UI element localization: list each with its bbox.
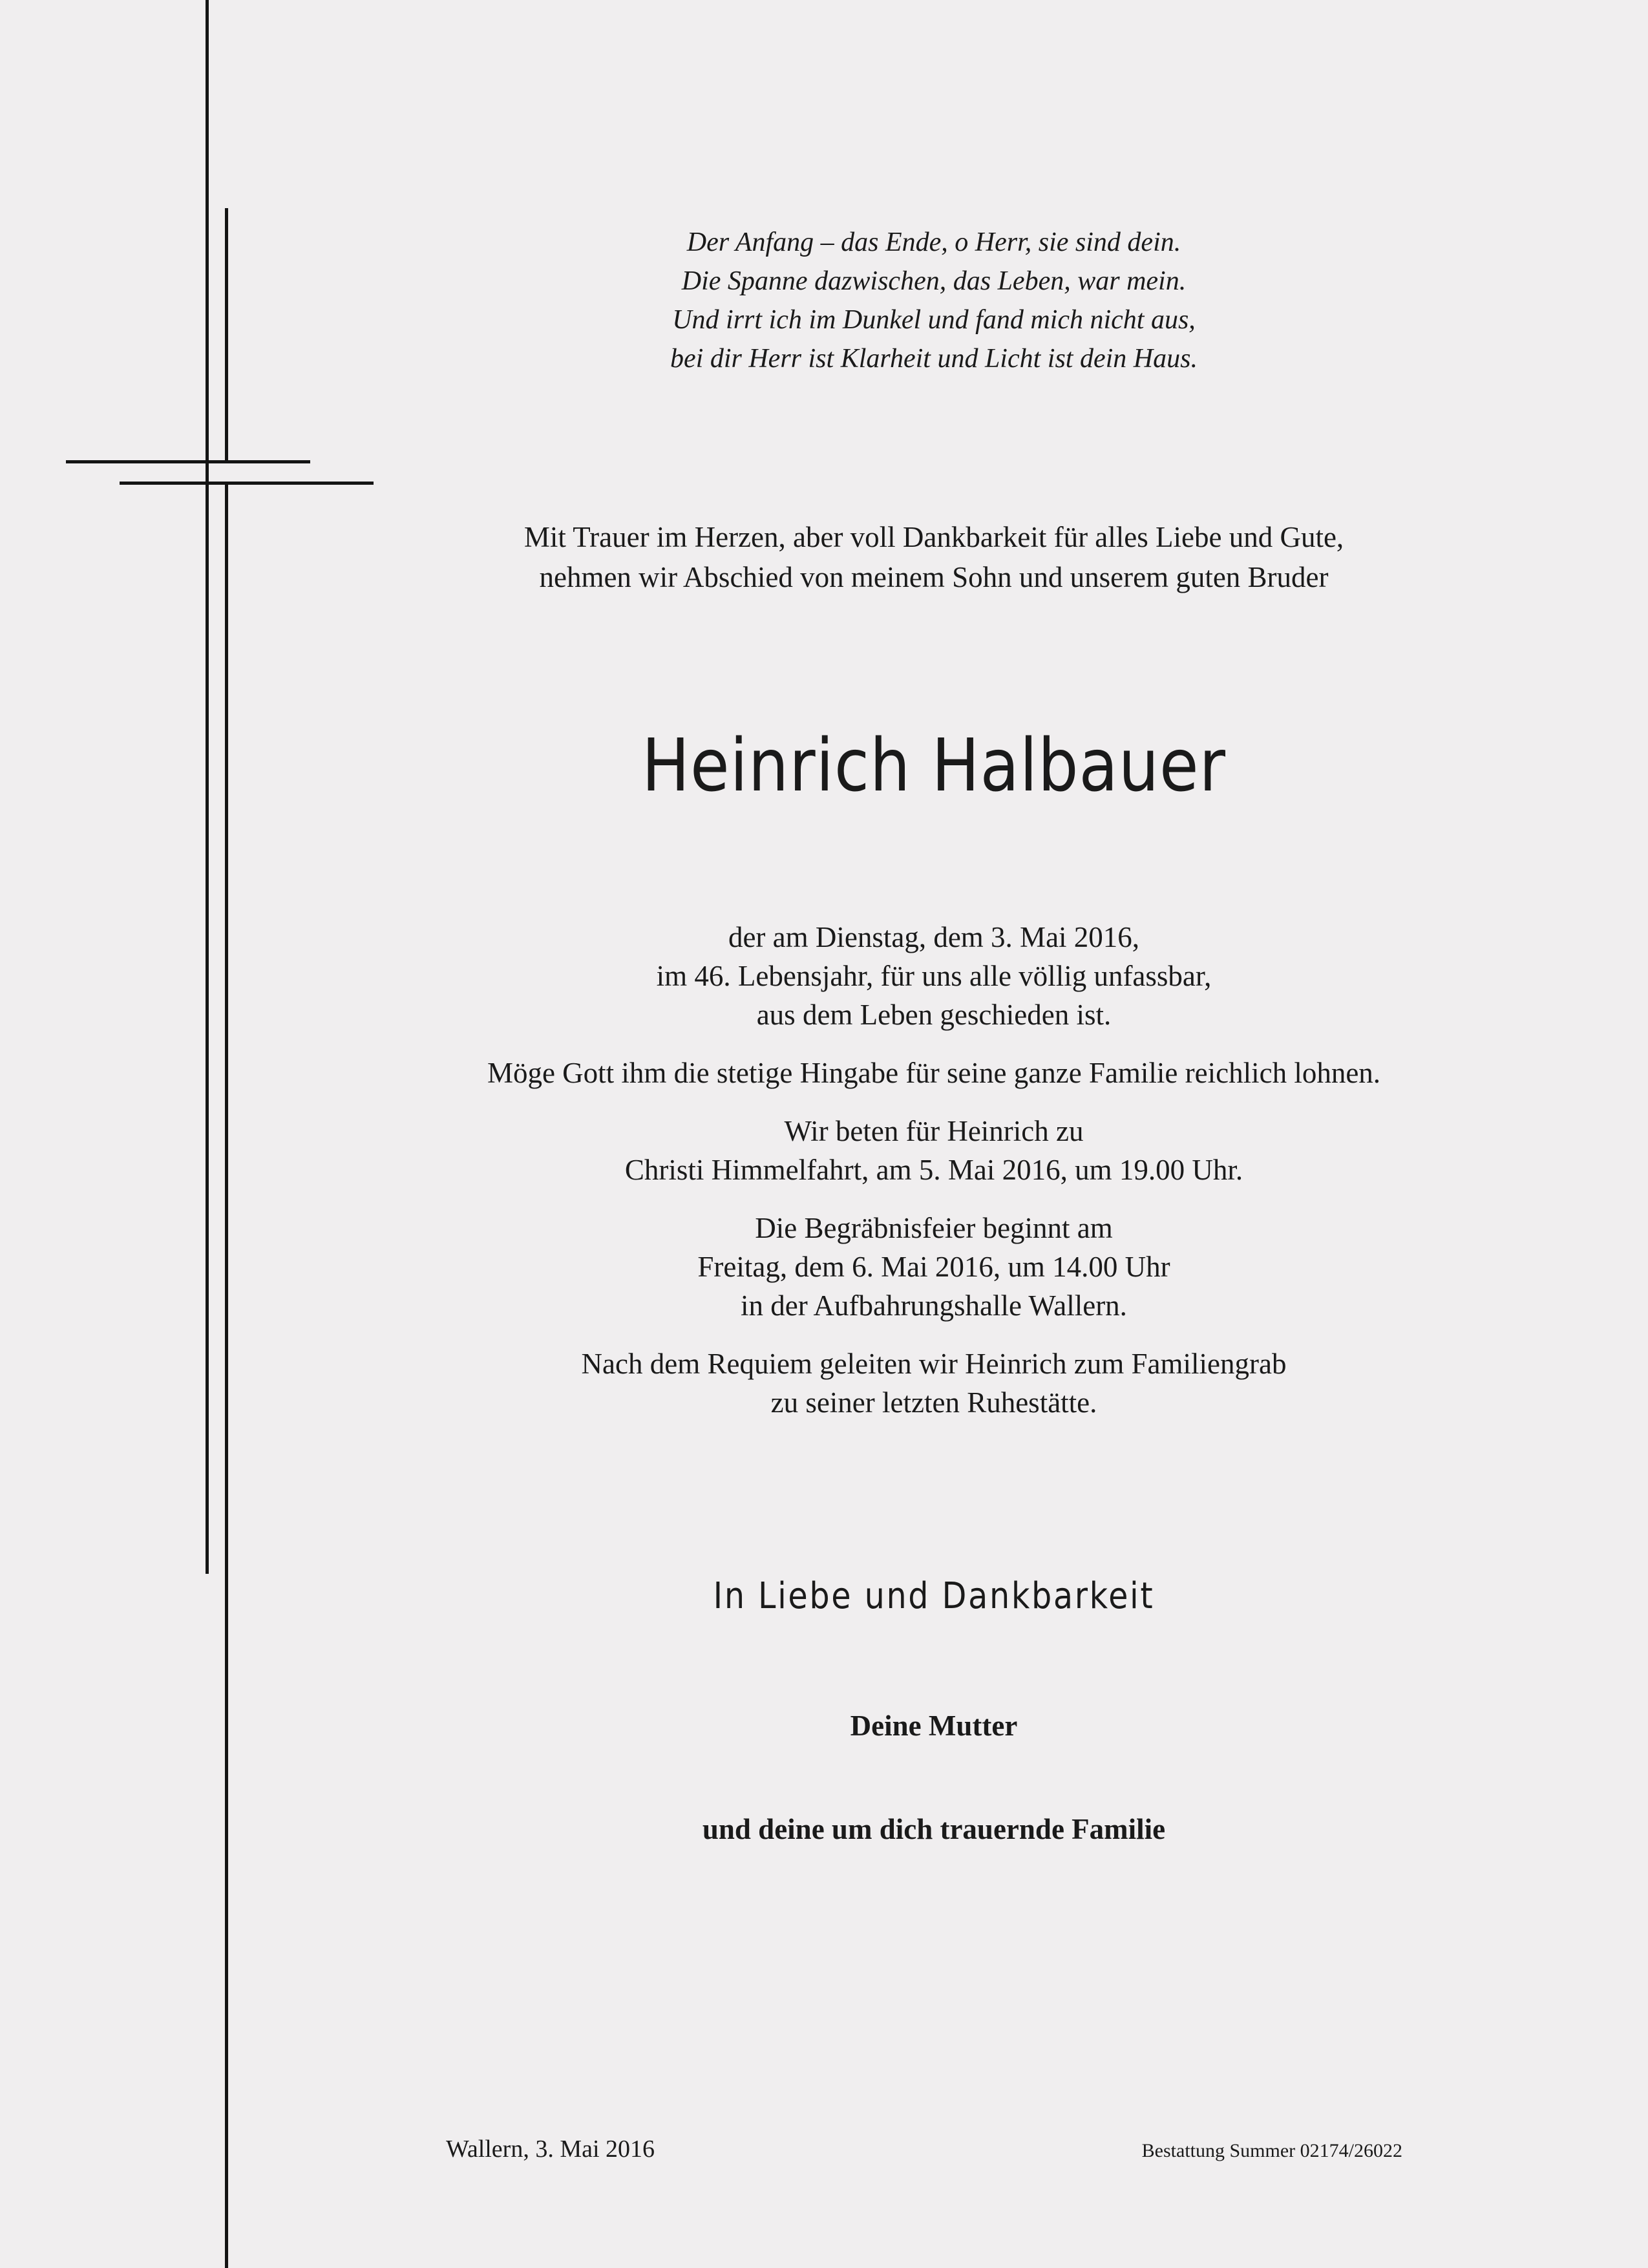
details-line: Christi Himmelfahrt, am 5. Mai 2016, um 19.00 Uhr.: [624, 1154, 1243, 1186]
motto-line: Und irrt ich im Dunkel und fand mich nicht aus,: [672, 305, 1196, 335]
motto-line: bei dir Herr ist Klarheit und Licht ist dein Haus.: [670, 344, 1198, 374]
deceased-name: Heinrich Halbauer: [642, 724, 1226, 808]
death-notice-paragraph: [375, 918, 1493, 1034]
closing-phrase: In Liebe und Dankbarkeit: [713, 1575, 1155, 1617]
signature-mother: Deine Mutter: [850, 1710, 1018, 1742]
cross-lower-horizontal: [120, 482, 374, 485]
motto-line: Die Spanne dazwischen, das Leben, war mein.: [681, 266, 1187, 296]
details-line: Nach dem Requiem geleiten wir Heinrich zum Familiengrab: [581, 1348, 1287, 1380]
cross-lower-vertical: [225, 482, 228, 2268]
details-line: im 46. Lebensjahr, für uns alle völlig unfassbar,: [656, 960, 1212, 992]
details-line: aus dem Leben geschieden ist.: [756, 999, 1112, 1031]
details-line: Wir beten für Heinrich zu: [784, 1115, 1084, 1147]
details-line: der am Dienstag, dem 3. Mai 2016,: [728, 921, 1140, 953]
left-border-line: [206, 0, 209, 1574]
footer-place-date: Wallern, 3. Mai 2016: [446, 2136, 655, 2163]
motto-poem: [375, 223, 1493, 378]
signature-family: und deine um dich trauernde Familie: [702, 1813, 1166, 1845]
details-text: [375, 918, 1493, 1441]
intro-line: nehmen wir Abschied von meinem Sohn und unserem guten Bruder: [539, 561, 1329, 593]
blessing-paragraph: [375, 1054, 1493, 1092]
cross-upper-vertical: [225, 208, 228, 461]
details-line: Die Begräbnisfeier beginnt am: [755, 1212, 1113, 1244]
intro-line: Mit Trauer im Herzen, aber voll Dankbarkeit für alles Liebe und Gute,: [523, 521, 1344, 553]
burial-paragraph: [375, 1344, 1493, 1422]
motto-line: Der Anfang – das Ende, o Herr, sie sind dein.: [686, 228, 1181, 257]
footer-undertaker: Bestattung Summer 02174/26022: [1141, 2140, 1402, 2161]
intro-text: [375, 517, 1493, 597]
details-line: Freitag, dem 6. Mai 2016, um 14.00 Uhr: [697, 1251, 1170, 1283]
funeral-paragraph: [375, 1209, 1493, 1325]
details-line: Möge Gott ihm die stetige Hingabe für seine ganze Familie reichlich lohnen.: [487, 1057, 1381, 1089]
cross-upper-horizontal: [66, 460, 310, 463]
prayer-paragraph: [375, 1112, 1493, 1189]
details-line: zu seiner letzten Ruhestätte.: [770, 1386, 1097, 1419]
details-line: in der Aufbahrungshalle Wallern.: [741, 1289, 1127, 1322]
